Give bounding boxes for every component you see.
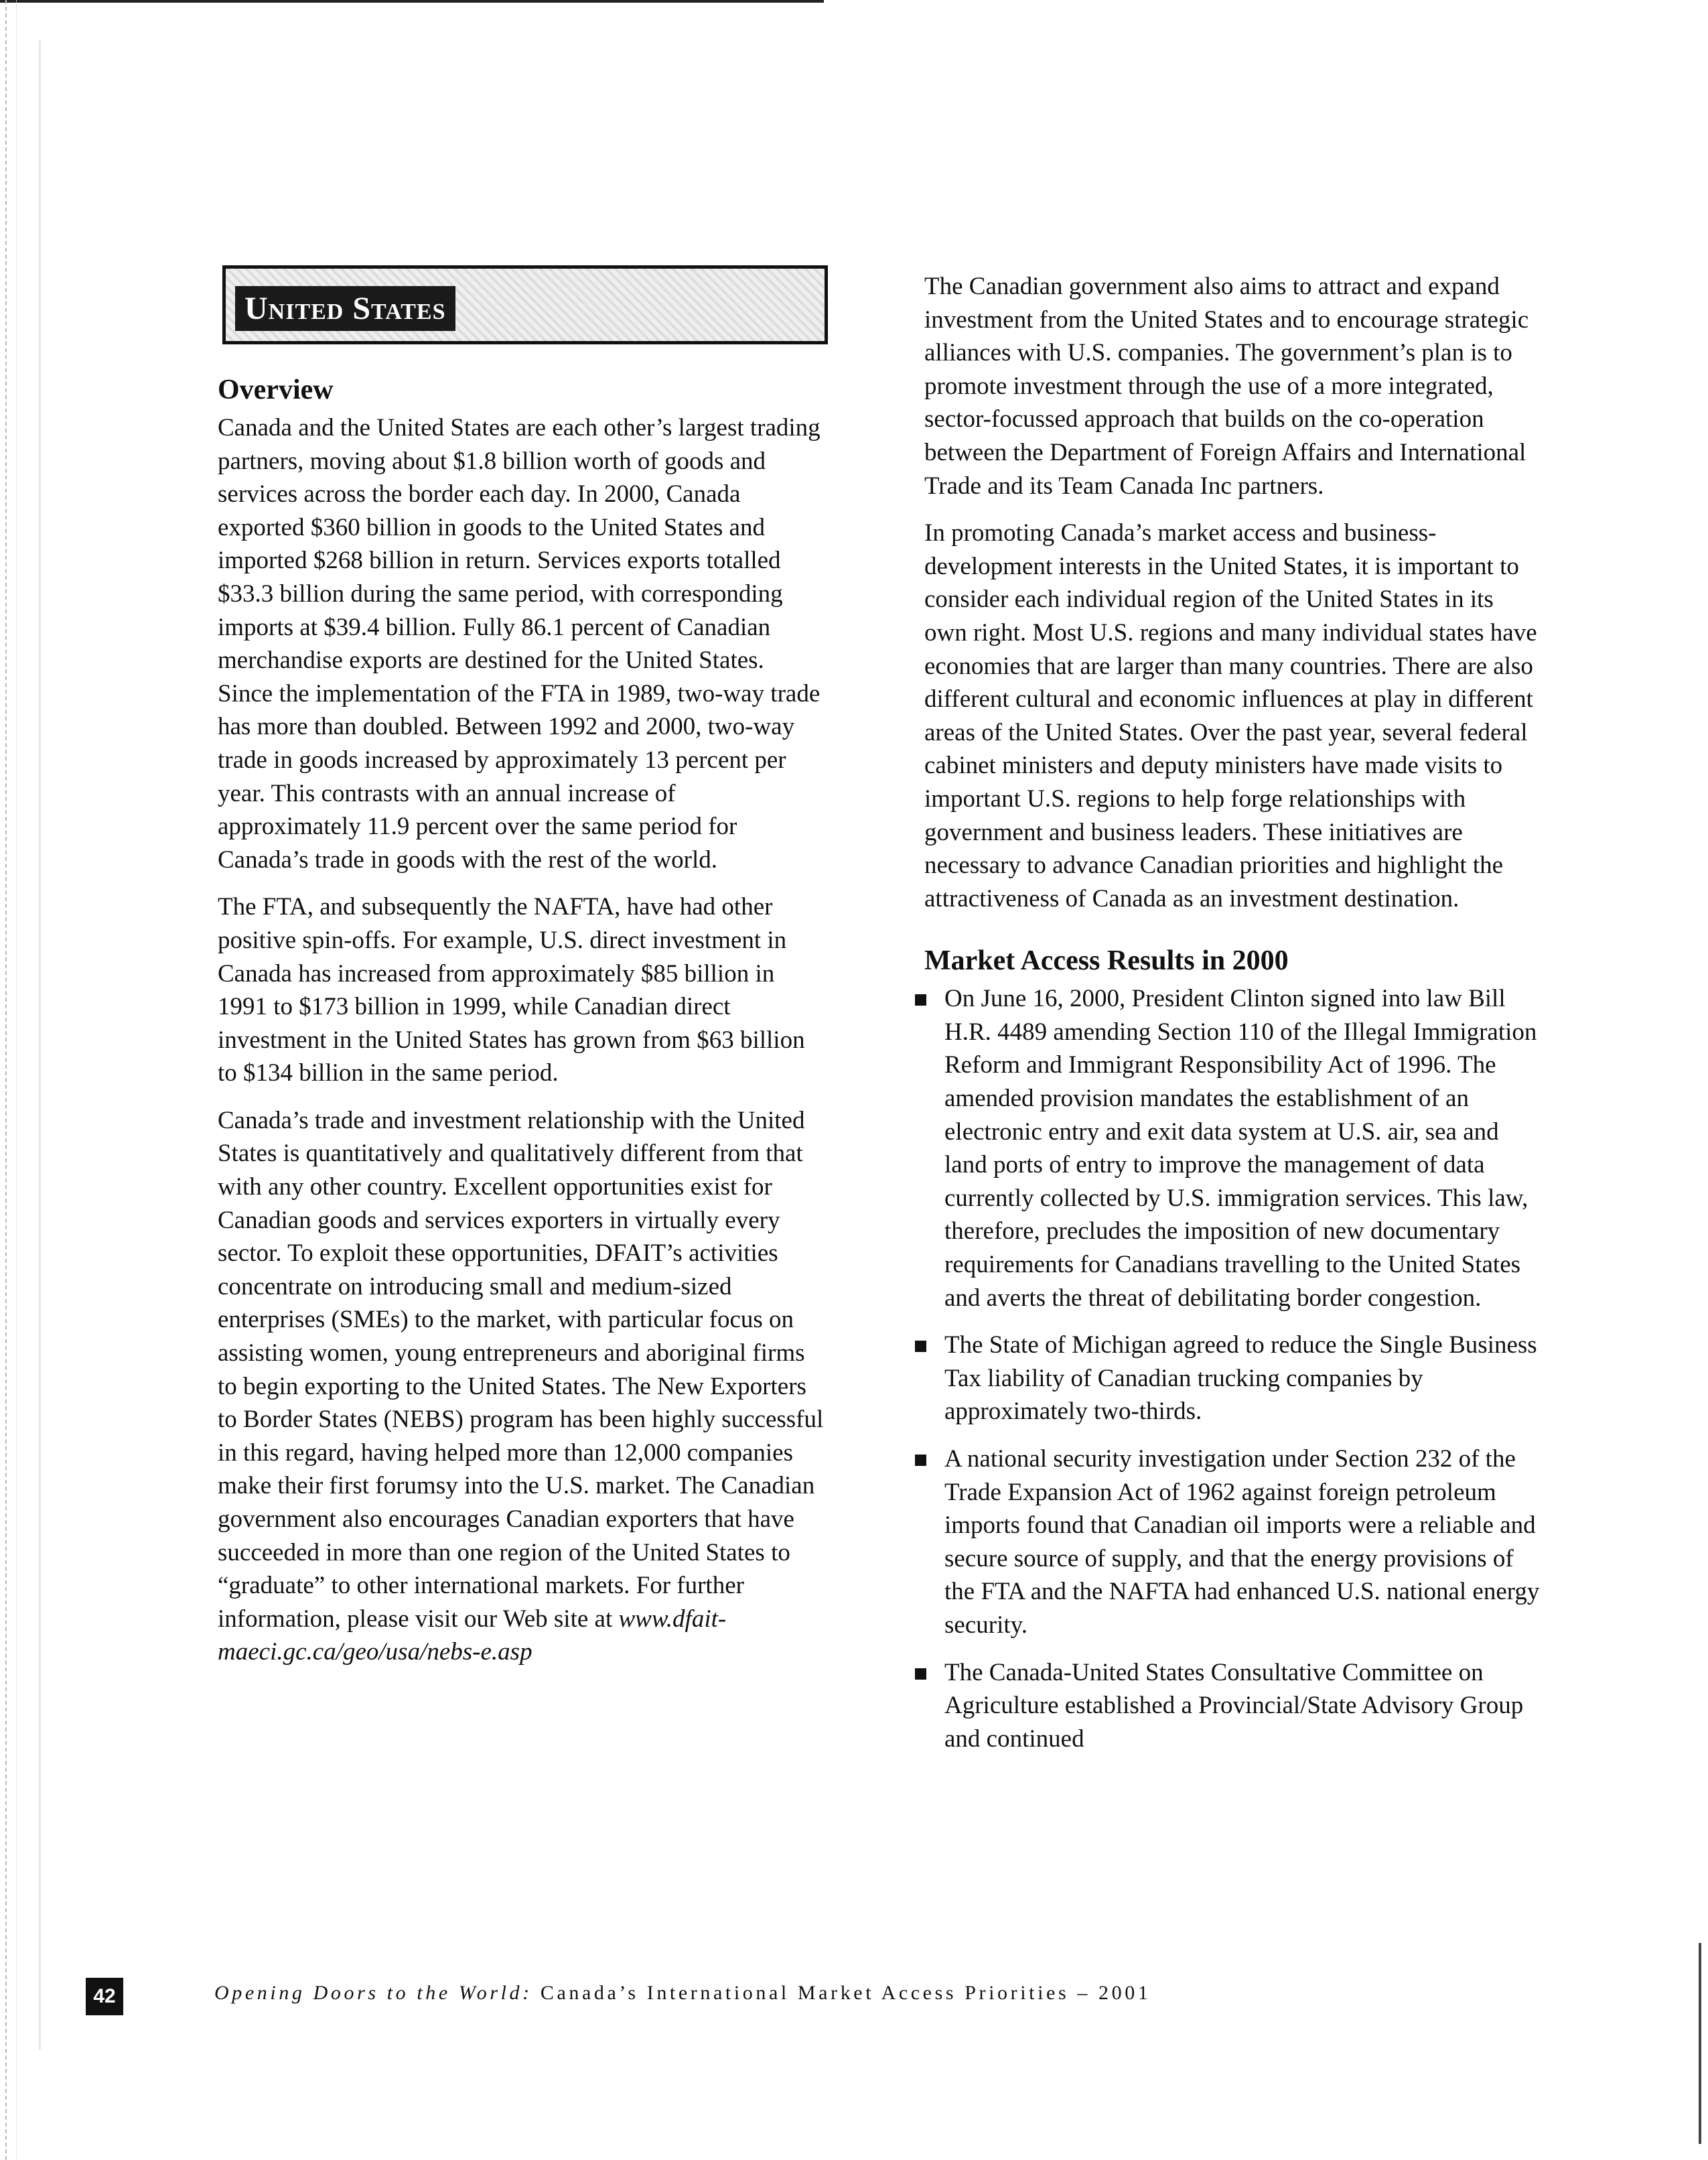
list-item-text: The Canada-United States Consultative Committee on Agriculture established a Provincial/State Advisory Group and continued xyxy=(944,1658,1524,1753)
section-banner-label: United States xyxy=(235,286,455,331)
overview-paragraph-2: The FTA, and subsequently the NAFTA, have had other positive spin-offs. For example, U.S. direct investment in Canada has increased from approximately $85 billion in 1991 to $173 billion in 1999, while Canadian direct investment in the United States has grown from $63 billion to $134 billion in the same period. xyxy=(218,893,805,1087)
list-item xyxy=(924,982,1541,1314)
overview-paragraph-1: Canada and the United States are each other’s largest trading partners, moving about $1.8 billion worth of goods and services across the border each day. In 2000, Canada exported $360 billion in goods to the United States and imported $268 billion in return. Services exports totalled $33.3 billion during the same period, with corresponding imports at $39.4 billion. Fully 86.1 percent of Canadian merchandise exports are destined for the United States. Since the implementation of the FTA in 1989, two-way trade has more than doubled. Between 1992 and 2000, two-way trade in goods increased by approximately 13 percent per year. This contrasts with an annual increase of approximately 11.9 percent over the same period for Canada’s trade in goods with the rest of the world. xyxy=(218,414,821,874)
footer-title-italic: Opening Doors to the World: xyxy=(214,1982,532,2004)
overview-paragraph-3 xyxy=(218,1104,825,1669)
market-access-heading: Market Access Results in 2000 xyxy=(924,945,1289,977)
top-rule xyxy=(0,0,824,3)
scan-edge-right xyxy=(1699,1943,1701,2144)
investment-paragraph: The Canadian government also aims to attract and expand investment from the United States and to encourage strategic alliances with U.S. companies. The government’s plan is to promote investment through the use of a more integrated, sector-focussed approach that builds on the co-operation between the Department of Foreign Affairs and International Trade and its Team Canada Inc partners. xyxy=(924,273,1529,500)
footer-title-rest: Canada’s International Market Access Priorities – 2001 xyxy=(540,1982,1151,2004)
running-footer xyxy=(214,1982,1500,2005)
list-item xyxy=(924,1329,1541,1428)
scan-edge-mark xyxy=(39,40,41,2050)
bullet-square-icon xyxy=(915,1668,926,1680)
overview-heading: Overview xyxy=(218,375,334,405)
list-item-text: On June 16, 2000, President Clinton signed into law Bill H.R. 4489 amending Section 110 of the Illegal Immigration Reform and Immigrant Responsibility Act of 1996. The amended provision mandates the establishment of an electronic entry and exit data system at U.S. air, sea and land ports of entry to improve the management of data currently collected by U.S. immigration services. This law, therefore, precludes the imposition of new documentary requirements for Canadians travelling to the United States and averts the threat of debilitating border congestion. xyxy=(944,985,1537,1312)
regions-paragraph: In promoting Canada’s market access and business-development interests in the United States, it is important to consider each individual region of the United States in its own right. Most U.S. regions and many individual states have economies that are larger than many countries. There are also different cultural and economic influences at play in different areas of the United States. Over the past year, several federal cabinet ministers and deputy ministers have made visits to important U.S. regions to help forge relationships with government and business leaders. These initiatives are necessary to advance Canadian priorities and highlight the attractiveness of Canada as an investment destination. xyxy=(924,519,1537,913)
overview-paragraph-3-text: Canada’s trade and investment relationship with the United States is quantitatively and qualitatively different from that with any other country. Excellent opportunities exist for Canadian goods and services exporters in virtually every sector. To exploit these opportunities, DFAIT’s activities concentrate on introducing small and medium-sized enterprises (SMEs) to the market, with particular focus on assisting women, young entrepreneurs and aboriginal firms to begin exporting to the United States. The New Exporters to Border States (NEBS) program has been highly successful in this regard, having helped more than 12,000 companies make their first forumsy into the U.S. market. The Canadian government also encourages Canadian exporters that have succeeded in more than one region of the United States to “graduate” to other international markets. For further information, please visit our Web site at xyxy=(218,1106,824,1633)
list-item xyxy=(924,1656,1541,1756)
section-banner xyxy=(222,265,828,344)
nebs-web-link[interactable]: www.dfait-maeci.gc.ca/geo/usa/nebs-e.asp xyxy=(218,1605,727,1666)
list-item-text: A national security investigation under Section 232 of the Trade Expansion Act of 1962 against foreign petroleum imports found that Canadian oil imports were a reliable and secure source of supply, and that the energy provisions of the FTA and the NAFTA had enhanced U.S. national energy security. xyxy=(944,1445,1540,1639)
page-number: 42 xyxy=(86,1978,123,2015)
bullet-square-icon xyxy=(915,1341,926,1352)
list-item-text: The State of Michigan agreed to reduce the Single Business Tax liability of Canadian trucking companies by approximately two-thirds. xyxy=(944,1331,1537,1426)
left-column xyxy=(218,368,825,1683)
market-access-results-list xyxy=(924,982,1541,1755)
bullet-square-icon xyxy=(915,994,926,1006)
right-column xyxy=(924,270,1541,1769)
scan-edge-left xyxy=(5,0,17,2160)
list-item xyxy=(924,1442,1541,1642)
bullet-square-icon xyxy=(915,1455,926,1466)
